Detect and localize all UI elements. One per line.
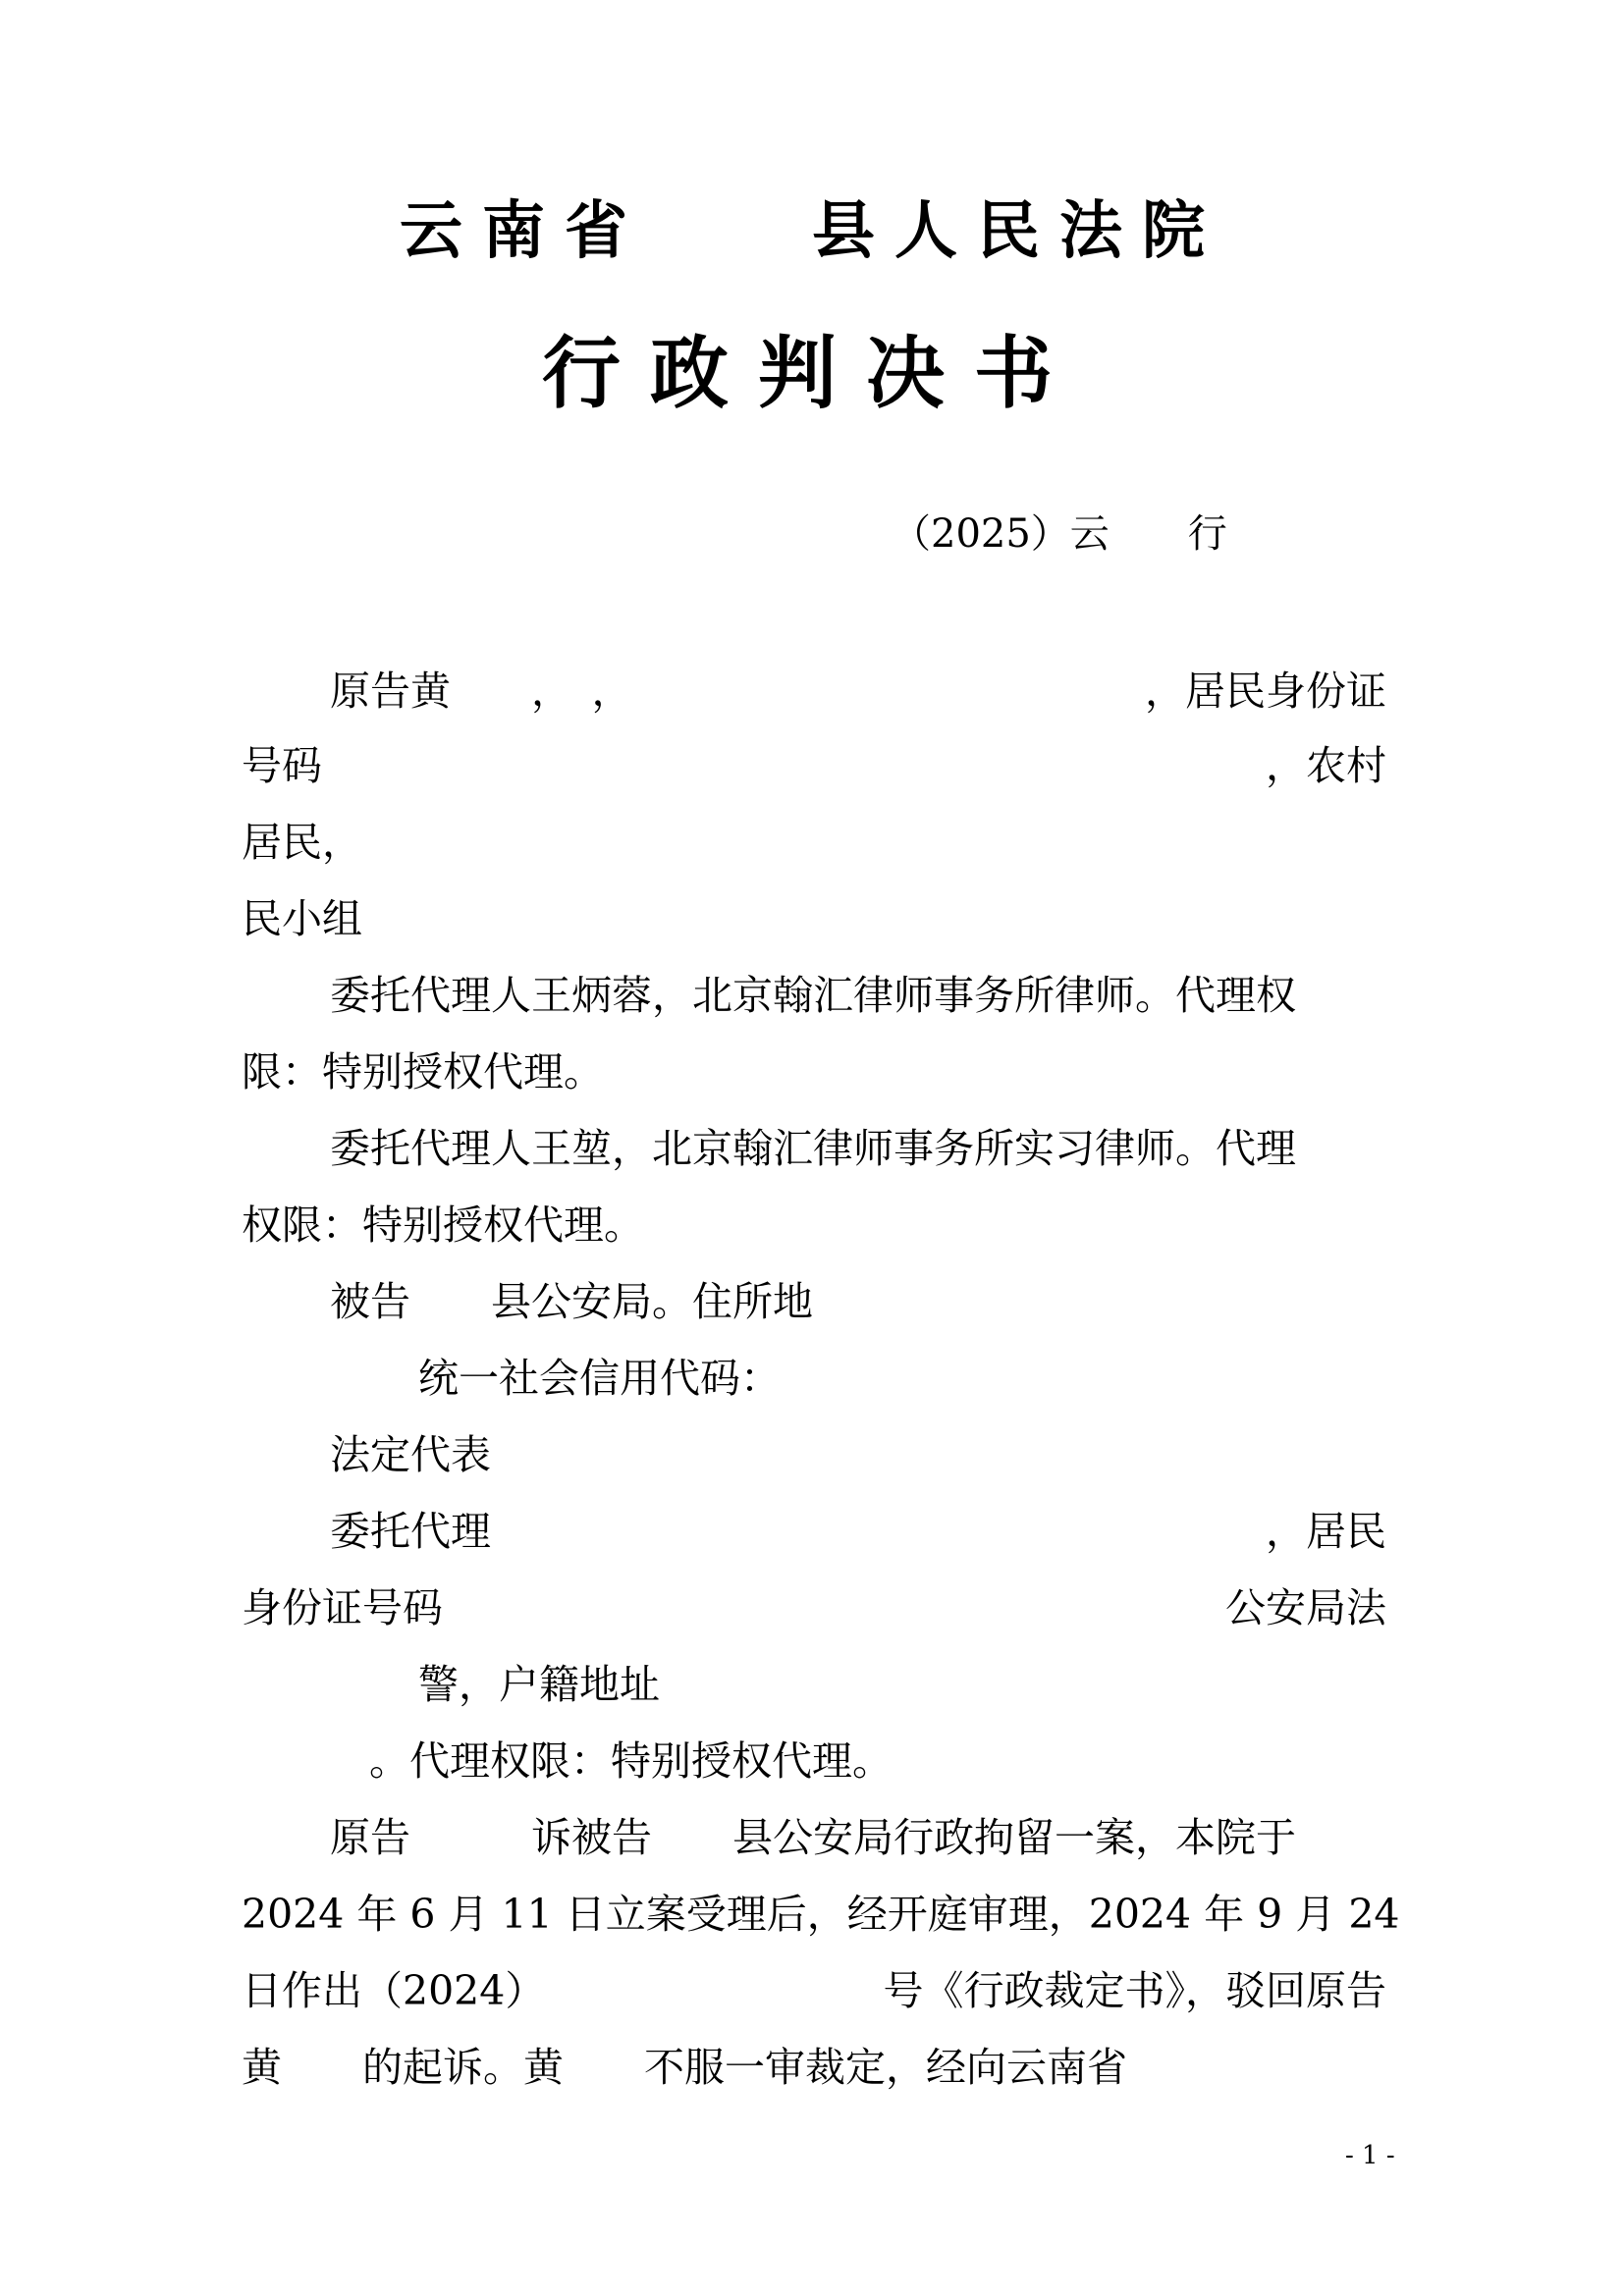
paragraph-case-summary-line-1: 原告 诉被告 县公安局行政拘留一案，本院于 [330,1814,1296,1861]
text-fragment: 身份证号码 [242,1584,443,1631]
text-fragment: 委托代理 [330,1508,491,1555]
paragraph-defendant-agent-line-4: 。代理权限：特别授权代理。 [369,1737,893,1785]
paragraph-plaintiff-line-2 [242,738,1386,793]
text-fragment: 号码 [242,742,322,789]
paragraph-plaintiff-line-1 [242,664,1386,719]
paragraph-agent2-line-1: 委托代理人王堃，北京翰汇律师事务所实习律师。代理 [330,1125,1296,1172]
paragraph-defendant-agent-line-2 [242,1580,1386,1635]
text-fragment: 原告黄 ， ， [330,667,632,715]
text-fragment: 日作出（2024） [242,1967,546,2014]
page-number: - 1 - [1345,2141,1395,2170]
paragraph-agent1-line-2: 限：特别授权代理。 [242,1048,604,1095]
paragraph-defendant-agent-line-1 [242,1504,1386,1559]
paragraph-plaintiff-line-4: 民小组 [242,895,362,942]
paragraph-defendant-agent-line-3: 警，户籍地址 [418,1661,660,1708]
paragraph-legal-rep: 法定代表 [330,1431,491,1478]
paragraph-defendant-line-2: 统一社会信用代码： [418,1355,781,1402]
paragraph-defendant-line-1: 被告 县公安局。住所地 [330,1278,813,1325]
court-name-title: 云南省 县人民法院 [400,194,1224,268]
paragraph-case-summary-line-3 [242,1963,1386,2018]
paragraph-plaintiff-line-3: 居民， [242,819,362,866]
paragraph-case-summary-line-2: 2024 年 6 月 11 日立案受理后，经开庭审理，2024 年 9 月 24 [242,1891,1400,1938]
case-number: （2025）云 行 [892,511,1227,557]
document-type-title: 行政判决书 [542,327,1082,419]
text-fragment: 号《行政裁定书》，驳回原告 [883,1967,1386,2014]
text-fragment: ，居民 [1266,1508,1386,1555]
paragraph-agent1-line-1: 委托代理人王炳蓉，北京翰汇律师事务所律师。代理权 [330,972,1296,1019]
paragraph-case-summary-line-4: 黄 的起诉。黄 不服一审裁定，经向云南省 [242,2044,1127,2091]
paragraph-agent2-line-2: 权限：特别授权代理。 [242,1201,644,1249]
text-fragment: ，居民身份证 [1145,667,1386,715]
text-fragment: ，农村 [1266,742,1386,789]
text-fragment: 公安局法 [1225,1584,1386,1631]
